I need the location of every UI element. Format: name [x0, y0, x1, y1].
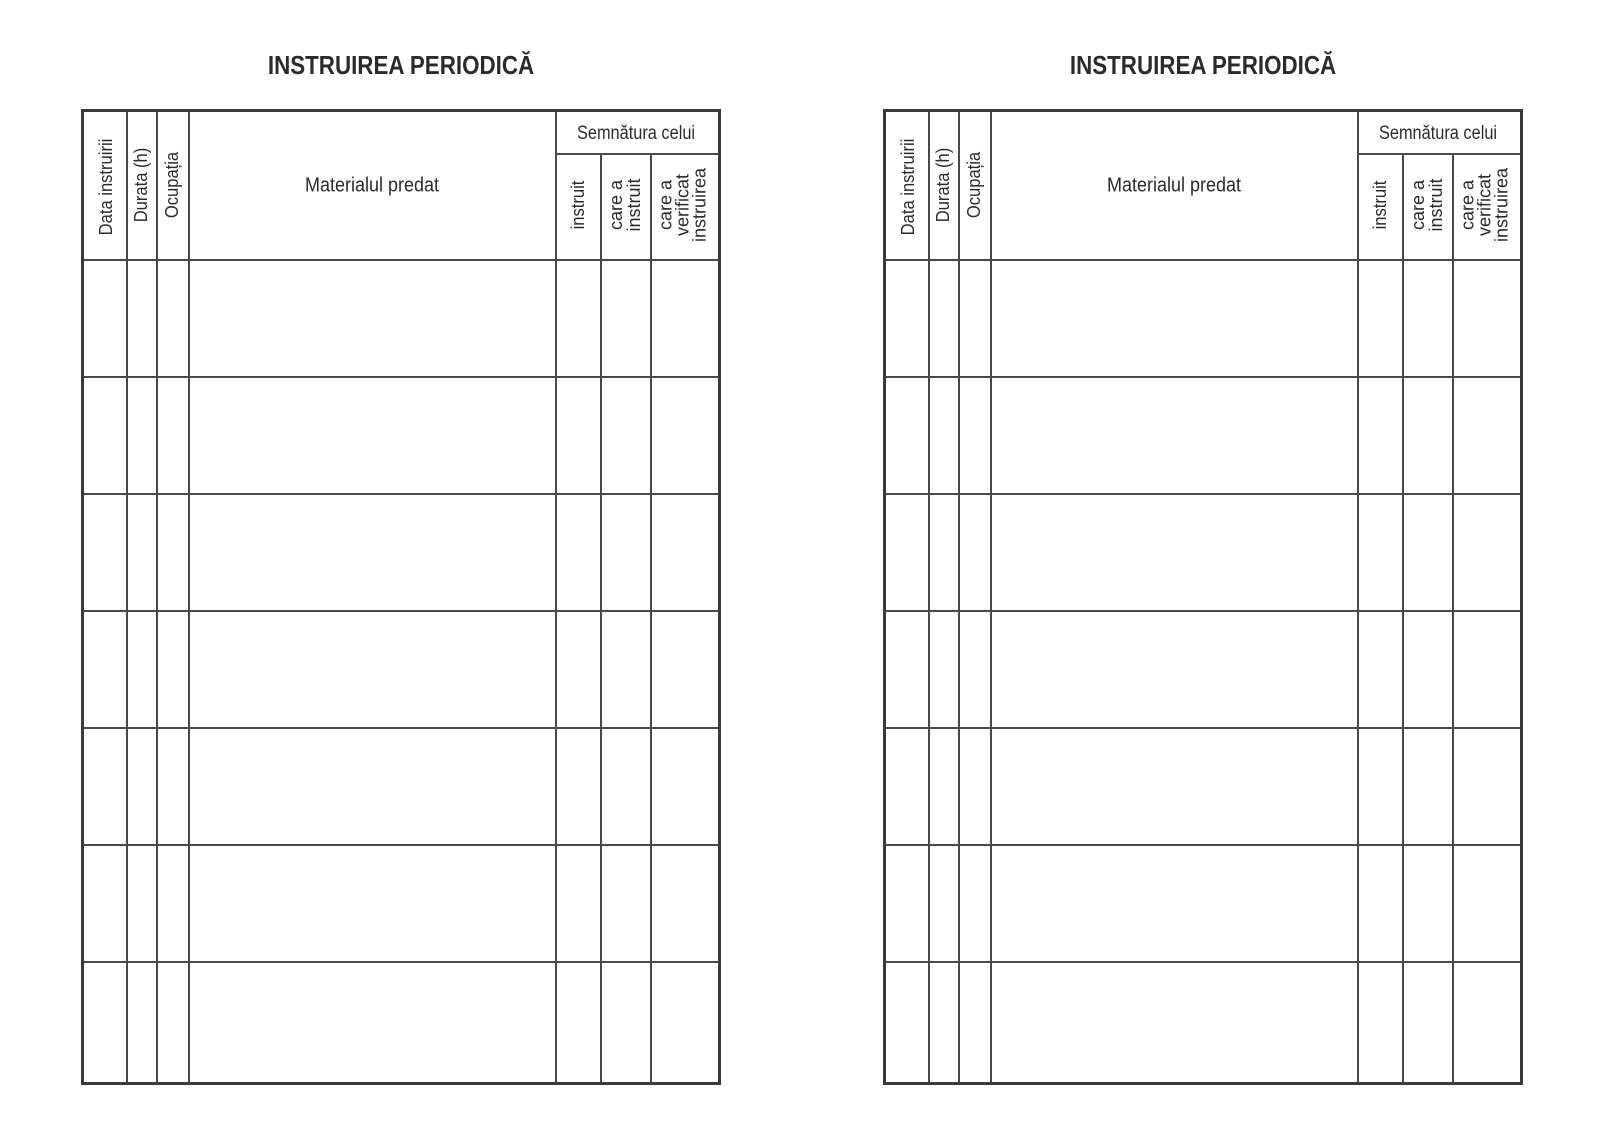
column-divider	[958, 112, 960, 1082]
header-duration: Durata (h)	[933, 147, 953, 223]
column-divider	[990, 112, 992, 1082]
header-material: Materialul predat	[304, 174, 440, 197]
header-signature-group: Semnătura celui	[576, 123, 696, 144]
row-divider	[84, 844, 718, 846]
row-divider	[886, 961, 1520, 963]
column-divider	[156, 112, 158, 1082]
row-divider	[84, 610, 718, 612]
column-divider	[1452, 153, 1454, 1082]
header-sig-verifier-line3: instruirea	[1491, 167, 1512, 243]
header-sig-trained: instruit	[568, 180, 588, 230]
header-date: Data instruirii	[898, 138, 918, 236]
header-material: Materialul predat	[1106, 174, 1242, 197]
header-sig-trainer-line2: instruit	[624, 178, 644, 232]
header-sig-trainer	[607, 178, 643, 231]
header-sig-verifier-line3: instruirea	[689, 167, 710, 243]
header-bottom-line	[84, 259, 718, 261]
row-divider	[886, 610, 1520, 612]
header-sig-trained: instruit	[1370, 180, 1390, 230]
header-sig-trainer	[1409, 178, 1445, 231]
header-sig-verifier	[655, 167, 710, 243]
column-divider	[1357, 112, 1359, 1082]
header-bottom-line	[886, 259, 1520, 261]
header-signature-group: Semnătura celui	[1378, 123, 1498, 144]
page-title: INSTRUIREA PERIODICĂ	[267, 50, 535, 80]
column-divider	[1402, 153, 1404, 1082]
row-divider	[886, 727, 1520, 729]
header-occupation: Ocupația	[162, 151, 182, 219]
signature-group-divider	[1357, 153, 1520, 155]
header-sig-trainer-line1: care a	[606, 179, 626, 231]
training-log-table	[81, 109, 721, 1085]
column-divider	[555, 112, 557, 1082]
row-divider	[886, 493, 1520, 495]
row-divider	[84, 376, 718, 378]
header-sig-trainer-line2: instruit	[1426, 178, 1446, 232]
column-divider	[126, 112, 128, 1082]
signature-group-divider	[555, 153, 718, 155]
row-divider	[886, 844, 1520, 846]
column-divider	[188, 112, 190, 1082]
page-title: INSTRUIREA PERIODICĂ	[1069, 50, 1337, 80]
header-duration: Durata (h)	[131, 147, 151, 223]
header-sig-verifier-line2: verificat	[672, 174, 693, 237]
header-occupation: Ocupația	[964, 151, 984, 219]
row-divider	[84, 493, 718, 495]
header-sig-verifier	[1457, 167, 1512, 243]
column-divider	[928, 112, 930, 1082]
row-divider	[886, 376, 1520, 378]
column-divider	[600, 153, 602, 1082]
row-divider	[84, 961, 718, 963]
header-sig-verifier-line2: verificat	[1474, 174, 1495, 237]
header-sig-trainer-line1: care a	[1408, 179, 1428, 231]
row-divider	[84, 727, 718, 729]
header-sig-verifier-line1: care a	[655, 179, 676, 231]
header-sig-verifier-line1: care a	[1457, 179, 1478, 231]
training-log-table	[883, 109, 1523, 1085]
column-divider	[650, 153, 652, 1082]
header-date: Data instruirii	[96, 138, 116, 236]
